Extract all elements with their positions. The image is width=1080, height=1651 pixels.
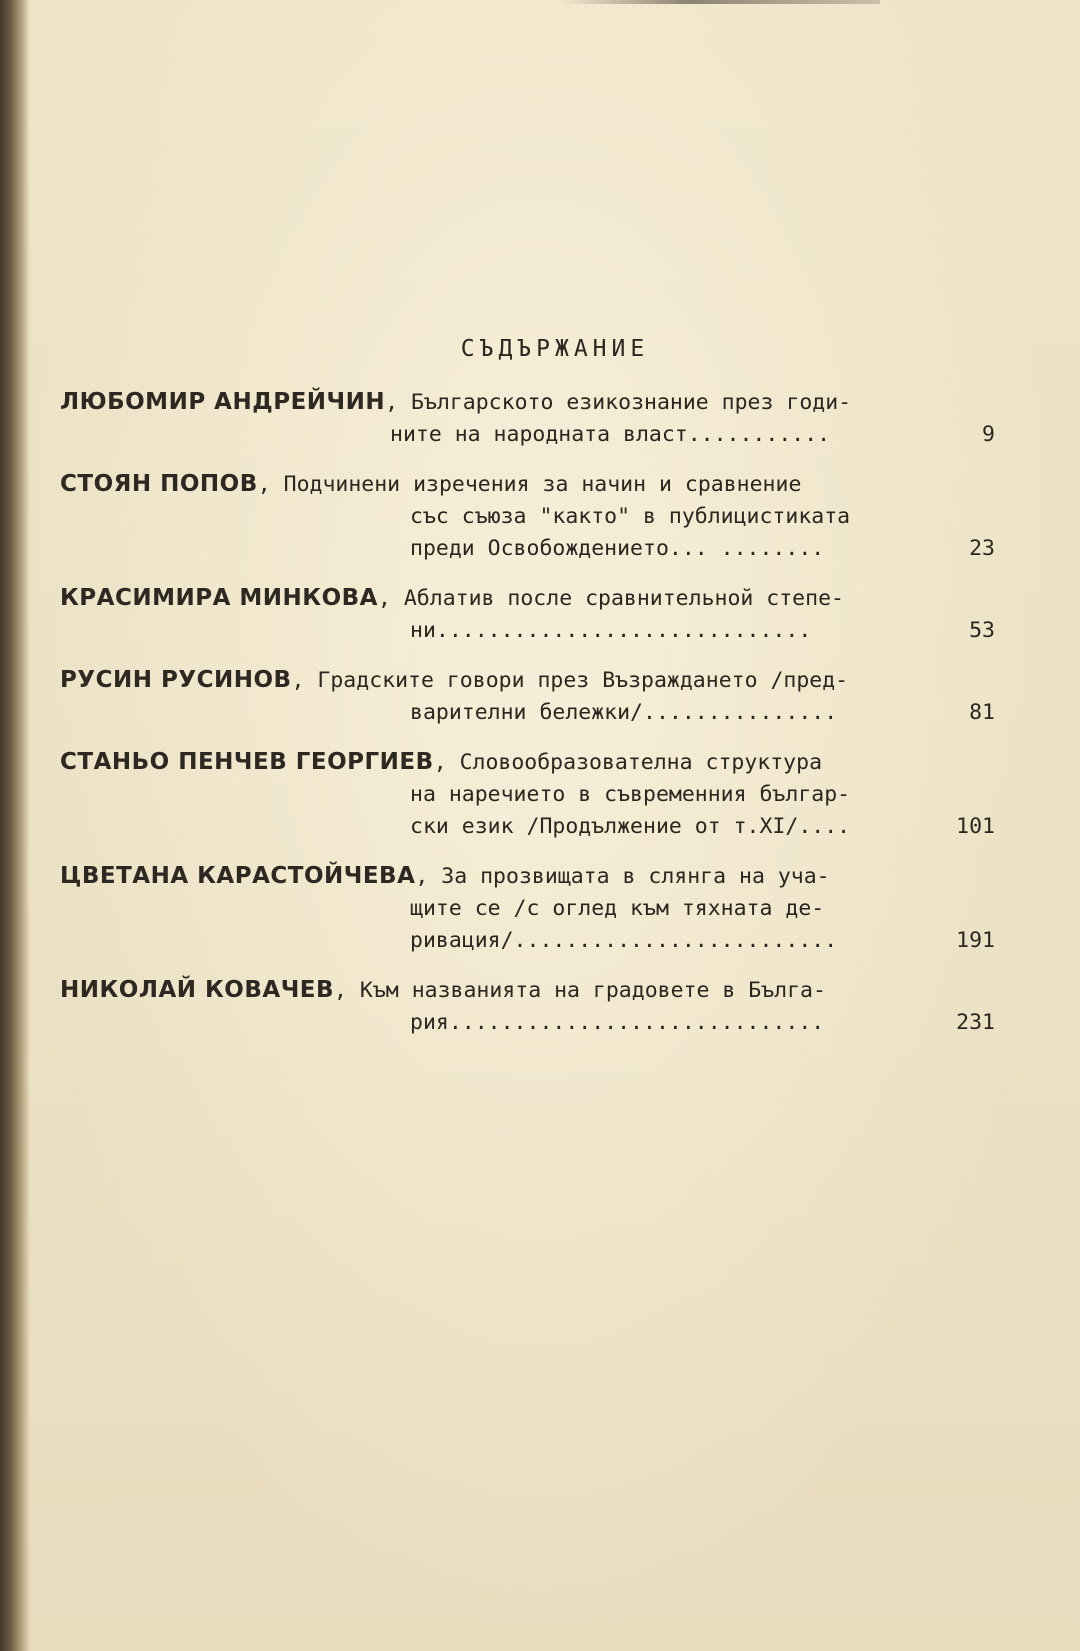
entry-author: СТАНЬО ПЕНЧЕВ ГЕОРГИЕВ bbox=[60, 749, 434, 775]
entry-author: КРАСИМИРА МИНКОВА bbox=[60, 585, 378, 611]
entry-page-number: 23 bbox=[969, 536, 995, 561]
entry-title-line: Словообразователна структура bbox=[459, 750, 823, 775]
entry-title-line: рия............................. bbox=[410, 1010, 825, 1035]
entry-title-line: Аблатив после сравнительной степе- bbox=[403, 586, 844, 611]
entry-title-line: Градските говори през Възраждането /пред- bbox=[317, 668, 849, 693]
toc-entry: ЦВЕТАНА КАРАСТОЙЧЕВА, За прозвищата в слянга на уча- щите се /с оглед към тяхната де- ривация/......................... 191 bbox=[60, 860, 995, 957]
entry-title-line: ни............................. bbox=[410, 618, 812, 643]
toc-entry: КРАСИМИРА МИНКОВА, Аблатив после сравнительной степе- ни............................. 53 bbox=[60, 582, 995, 647]
entry-author: НИКОЛАЙ КОВАЧЕВ bbox=[60, 977, 335, 1003]
entry-author: ЦВЕТАНА КАРАСТОЙЧЕВА bbox=[60, 863, 416, 889]
toc-entry: НИКОЛАЙ КОВАЧЕВ, Към названията на градовете в Бълга- рия............................. 231 bbox=[60, 974, 995, 1039]
toc-entry: ЛЮБОМИР АНДРЕЙЧИН, Българското езикознание през годи- ните на народната власт........... 9 bbox=[60, 386, 995, 451]
toc-entry: СТАНЬО ПЕНЧЕВ ГЕОРГИЕВ, Словообразователна структура на наречието в съвременния българ- ски език /Продължение от т.XI/.... 101 bbox=[60, 746, 995, 843]
table-of-contents bbox=[60, 386, 995, 1056]
entry-author: СТОЯН ПОПОВ bbox=[60, 471, 258, 497]
entry-title-line: ски език /Продължение от т.XI/.... bbox=[410, 814, 851, 839]
toc-entry: СТОЯН ПОПОВ, Подчинени изречения за начин и сравнение със съюза "както" в публицистиката преди Освобождението... ........ 23 bbox=[60, 468, 995, 565]
entry-title-line: Към названията на градовете в Бълга- bbox=[359, 978, 826, 1003]
entry-page-number: 101 bbox=[956, 814, 995, 839]
entry-title-line: на наречието в съвременния българ- bbox=[410, 782, 851, 807]
entry-title-line: Българското езикознание през годи- bbox=[411, 390, 852, 415]
toc-entry: РУСИН РУСИНОВ, Градските говори през Възраждането /пред- варителни бележки/............... 81 bbox=[60, 664, 995, 729]
entry-title-line: щите се /с оглед към тяхната де- bbox=[410, 896, 825, 921]
entry-page-number: 191 bbox=[956, 928, 995, 953]
entry-title-line: ривация/......................... bbox=[410, 928, 838, 953]
scan-edge-mark bbox=[560, 0, 880, 4]
book-binding-shadow bbox=[0, 0, 30, 1651]
entry-title-line: със съюза "както" в публицистиката bbox=[410, 504, 851, 529]
entry-page-number: 9 bbox=[982, 422, 995, 447]
entry-title-line: Подчинени изречения за начин и сравнение bbox=[283, 472, 802, 497]
entry-title-line: За прозвищата в слянга на уча- bbox=[441, 864, 830, 889]
entry-author: ЛЮБОМИР АНДРЕЙЧИН bbox=[60, 389, 386, 415]
entry-title-line: преди Освобождението... ........ bbox=[410, 536, 825, 561]
entry-page-number: 81 bbox=[969, 700, 995, 725]
entry-title-line: ните на народната власт........... bbox=[390, 422, 831, 447]
entry-page-number: 231 bbox=[956, 1010, 995, 1035]
page-title: СЪДЪРЖАНИЕ bbox=[460, 336, 650, 362]
entry-title-line: варителни бележки/............... bbox=[410, 700, 838, 725]
entry-page-number: 53 bbox=[969, 618, 995, 643]
entry-author: РУСИН РУСИНОВ bbox=[60, 667, 292, 693]
